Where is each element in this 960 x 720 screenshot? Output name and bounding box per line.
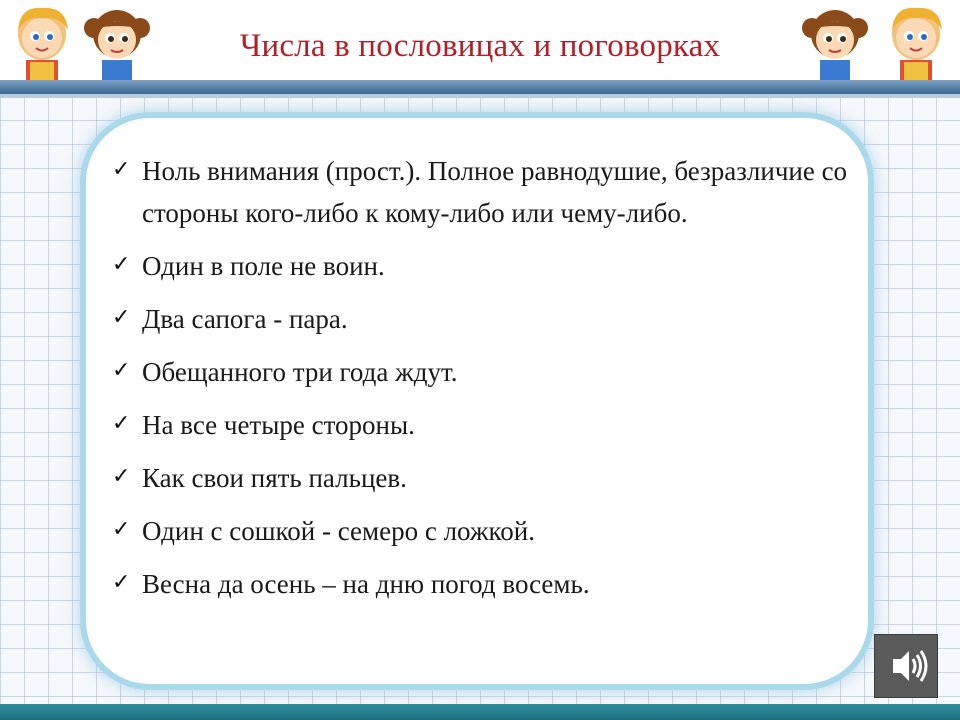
list-item <box>112 351 852 393</box>
proverb-list <box>112 150 852 616</box>
list-item-text: На все четыре стороны. <box>142 410 415 440</box>
audio-button[interactable] <box>874 634 938 698</box>
check-icon: ✓ <box>112 157 131 182</box>
list-item-text: Один с сошкой - семеро с ложкой. <box>142 516 535 546</box>
list-item <box>112 404 852 446</box>
list-item-text: Один в поле не воин. <box>142 251 385 281</box>
list-item-text: Ноль внимания (прост.). Полное равнодушие, безразличие со стороны кого-либо к кому-либо или чему-либо. <box>142 156 848 228</box>
check-icon: ✓ <box>112 464 131 489</box>
header-stripe-thin <box>0 94 960 98</box>
girl-icon <box>800 4 870 80</box>
check-icon: ✓ <box>112 305 131 330</box>
list-item-text: Два сапога - пара. <box>142 304 348 334</box>
check-icon: ✓ <box>112 411 131 436</box>
slide-header <box>0 0 960 80</box>
list-item <box>112 563 852 605</box>
list-item-text: Как свои пять пальцев. <box>142 463 407 493</box>
list-item <box>112 298 852 340</box>
footer-stripe <box>0 704 960 720</box>
boy-icon <box>882 4 952 80</box>
check-icon: ✓ <box>112 358 131 383</box>
list-item <box>112 150 852 234</box>
check-icon: ✓ <box>112 517 131 542</box>
list-item <box>112 510 852 552</box>
list-item-text: Обещанного три года ждут. <box>142 357 458 387</box>
list-item <box>112 245 852 287</box>
slide-title: Числа в пословицах и поговорках <box>239 28 721 64</box>
list-item-text: Весна да осень – на дню погод восемь. <box>142 569 590 599</box>
check-icon: ✓ <box>112 252 131 277</box>
speaker-icon <box>875 635 937 697</box>
header-stripe <box>0 80 960 94</box>
check-icon: ✓ <box>112 570 131 595</box>
list-item <box>112 457 852 499</box>
